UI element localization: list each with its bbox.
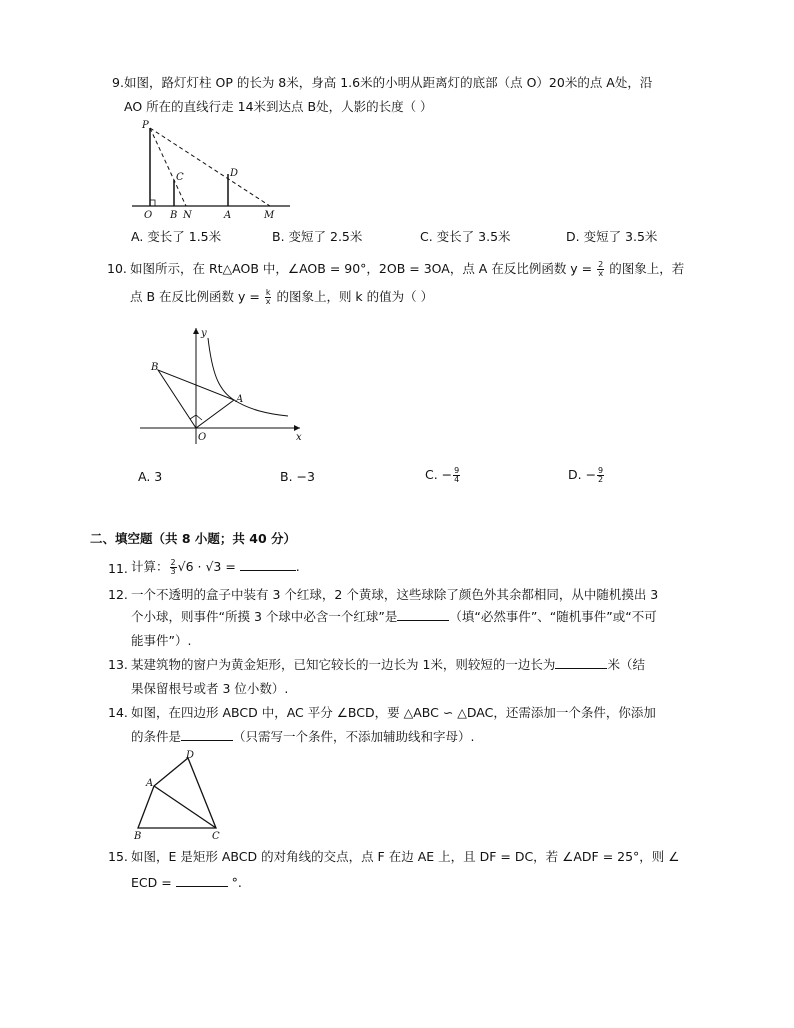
q11-suffix: . <box>295 559 300 574</box>
q14-label-B: B <box>134 831 142 842</box>
q14-label-A: A <box>146 778 154 789</box>
q13-line1-b: 米（结 <box>607 657 645 672</box>
q14-answer-blank[interactable] <box>181 728 233 741</box>
q10-option-d <box>568 466 605 484</box>
q9-option-a: A. 变长了 1.5米 <box>131 229 222 244</box>
q12-number: 12. <box>108 587 128 602</box>
q9-text-line1: 如图，路灯灯柱 OP 的长为 8米，身高 1.6米的小明从距离灯的底部（点 O）20米的点 A处，沿 <box>124 75 653 90</box>
q10-fraction-2-over-x <box>597 261 604 278</box>
q10-option-c-prefix: C. − <box>425 467 453 482</box>
q9-label-B: B <box>170 210 178 221</box>
q15-line2-a: ECD = <box>131 875 172 890</box>
q11-expression: √6 · √3 = <box>177 559 236 574</box>
q9-label-N: N <box>183 210 192 221</box>
q10-option-b: B. −3 <box>280 469 315 484</box>
q14-text-line1: 如图，在四边形 ABCD 中，AC 平分 ∠BCD，要 △ABC ∽ △DAC，还需添加一个条件，你添加 <box>131 705 656 720</box>
q10-option-c <box>425 466 461 484</box>
q10-frac2-den: x <box>265 297 271 306</box>
q10-y-axis-arrow <box>193 328 199 334</box>
q10-label-y: y <box>201 328 207 339</box>
q10-frac2-num: k <box>265 288 271 297</box>
q15-text-line1: 如图，E 是矩形 ABCD 的对角线的交点，点 F 在边 AE 上，且 DF = DC，若 ∠ADF = 25°，则 ∠ <box>131 849 680 864</box>
q9-label-D: D <box>230 168 239 179</box>
q9-label-M: M <box>264 210 275 221</box>
q13-answer-blank[interactable] <box>555 656 607 669</box>
q10-hyperbola-curve <box>208 338 288 416</box>
q11-frac-num: 2 <box>170 558 176 567</box>
q12-text-line3: 能事件”）. <box>131 633 192 648</box>
q11-fraction <box>170 559 177 576</box>
q10-option-d-prefix: D. − <box>568 467 597 482</box>
q10-text-line1 <box>130 260 684 278</box>
q13-text-line2: 果保留根号或者 3 位小数）. <box>131 681 289 696</box>
q10-label-A: A <box>236 394 244 405</box>
q12-answer-blank[interactable] <box>397 608 449 621</box>
q10-label-O: O <box>198 432 207 443</box>
q10-label-x: x <box>296 432 302 443</box>
q11-frac-den: 3 <box>170 567 176 576</box>
q10-option-c-fraction <box>453 467 460 484</box>
q9-label-C: C <box>176 172 184 183</box>
q12-line2-a: 个小球，则事件“所摸 3 个球中必含一个红球”是 <box>131 609 398 624</box>
q10-line1-a: 如图所示，在 Rt△AOB 中，∠AOB = 90°，2OB = 3OA，点 A 在反比例函数 y = <box>130 261 593 276</box>
q10-label-B: B <box>151 362 159 373</box>
q11-number: 11. <box>108 561 128 576</box>
q14-label-D: D <box>186 750 195 761</box>
q14-line2-b: （只需写一个条件，不添加辅助线和字母）. <box>233 729 475 744</box>
q15-text-line2 <box>131 874 242 892</box>
q10-line2-a: 点 B 在反比例函数 y = <box>130 289 260 304</box>
q10-option-c-num: 9 <box>454 466 460 475</box>
q13-line1-a: 某建筑物的窗户为黄金矩形，已知它较长的一边长为 1米，则较短的一边长为 <box>131 657 556 672</box>
q10-line1-b: 的图象上，若 <box>609 261 685 276</box>
q14-quadrilateral-ABCD <box>138 758 216 828</box>
q12-text-line1: 一个不透明的盒子中装有 3 个红球，2 个黄球，这些球除了颜色外其余都相同，从中随机摸出 3 <box>131 587 659 602</box>
q13-number: 13. <box>108 657 128 672</box>
q10-option-d-num: 9 <box>598 466 604 475</box>
q9-option-d: D. 变短了 3.5米 <box>566 229 658 244</box>
q14-diagonal-AC <box>154 786 216 828</box>
q12-line2-b: （填“必然事件”、“随机事件”或“不可 <box>449 609 657 624</box>
q9-label-O: O <box>144 210 153 221</box>
q9-label-P: P <box>142 120 149 131</box>
q15-number: 15. <box>108 849 128 864</box>
q10-figure <box>138 322 308 448</box>
q10-option-d-fraction <box>597 467 604 484</box>
q10-option-d-den: 2 <box>598 475 604 484</box>
q11-answer-blank[interactable] <box>240 558 296 571</box>
q10-number: 10. <box>107 261 127 276</box>
q10-text-line2 <box>130 288 433 306</box>
q14-line2-a: 的条件是 <box>131 729 182 744</box>
q9-text-line2: AO 所在的直线行走 14米到达点 B处，人影的长度（ ） <box>124 99 433 114</box>
q10-frac1-num: 2 <box>598 260 604 269</box>
q10-x-axis-arrow <box>294 425 300 431</box>
q14-text-line2 <box>131 728 475 746</box>
q12-text-line2 <box>131 608 657 626</box>
section-fill-in-heading: 二、填空题（共 8 小题；共 40 分） <box>90 531 297 546</box>
q13-text-line1 <box>131 656 645 674</box>
q10-frac1-den: x <box>598 269 604 278</box>
q14-figure <box>128 750 232 842</box>
q11-prefix: 计算： <box>131 559 169 574</box>
q15-line2-b: °. <box>231 875 242 890</box>
q9-option-c: C. 变长了 3.5米 <box>420 229 511 244</box>
q14-number: 14. <box>108 705 128 720</box>
q10-option-a: A. 3 <box>138 469 163 484</box>
q10-line2-b: 的图象上，则 k 的值为（ ） <box>276 289 434 304</box>
q10-option-c-den: 4 <box>454 475 460 484</box>
q9-option-b: B. 变短了 2.5米 <box>272 229 363 244</box>
q14-label-C: C <box>212 831 220 842</box>
q11-text <box>131 558 300 576</box>
q15-answer-blank[interactable] <box>176 874 228 887</box>
q9-number: 9. <box>112 75 124 90</box>
q9-figure <box>130 118 300 222</box>
q10-fraction-k-over-x <box>265 289 272 306</box>
q9-label-A: A <box>224 210 232 221</box>
